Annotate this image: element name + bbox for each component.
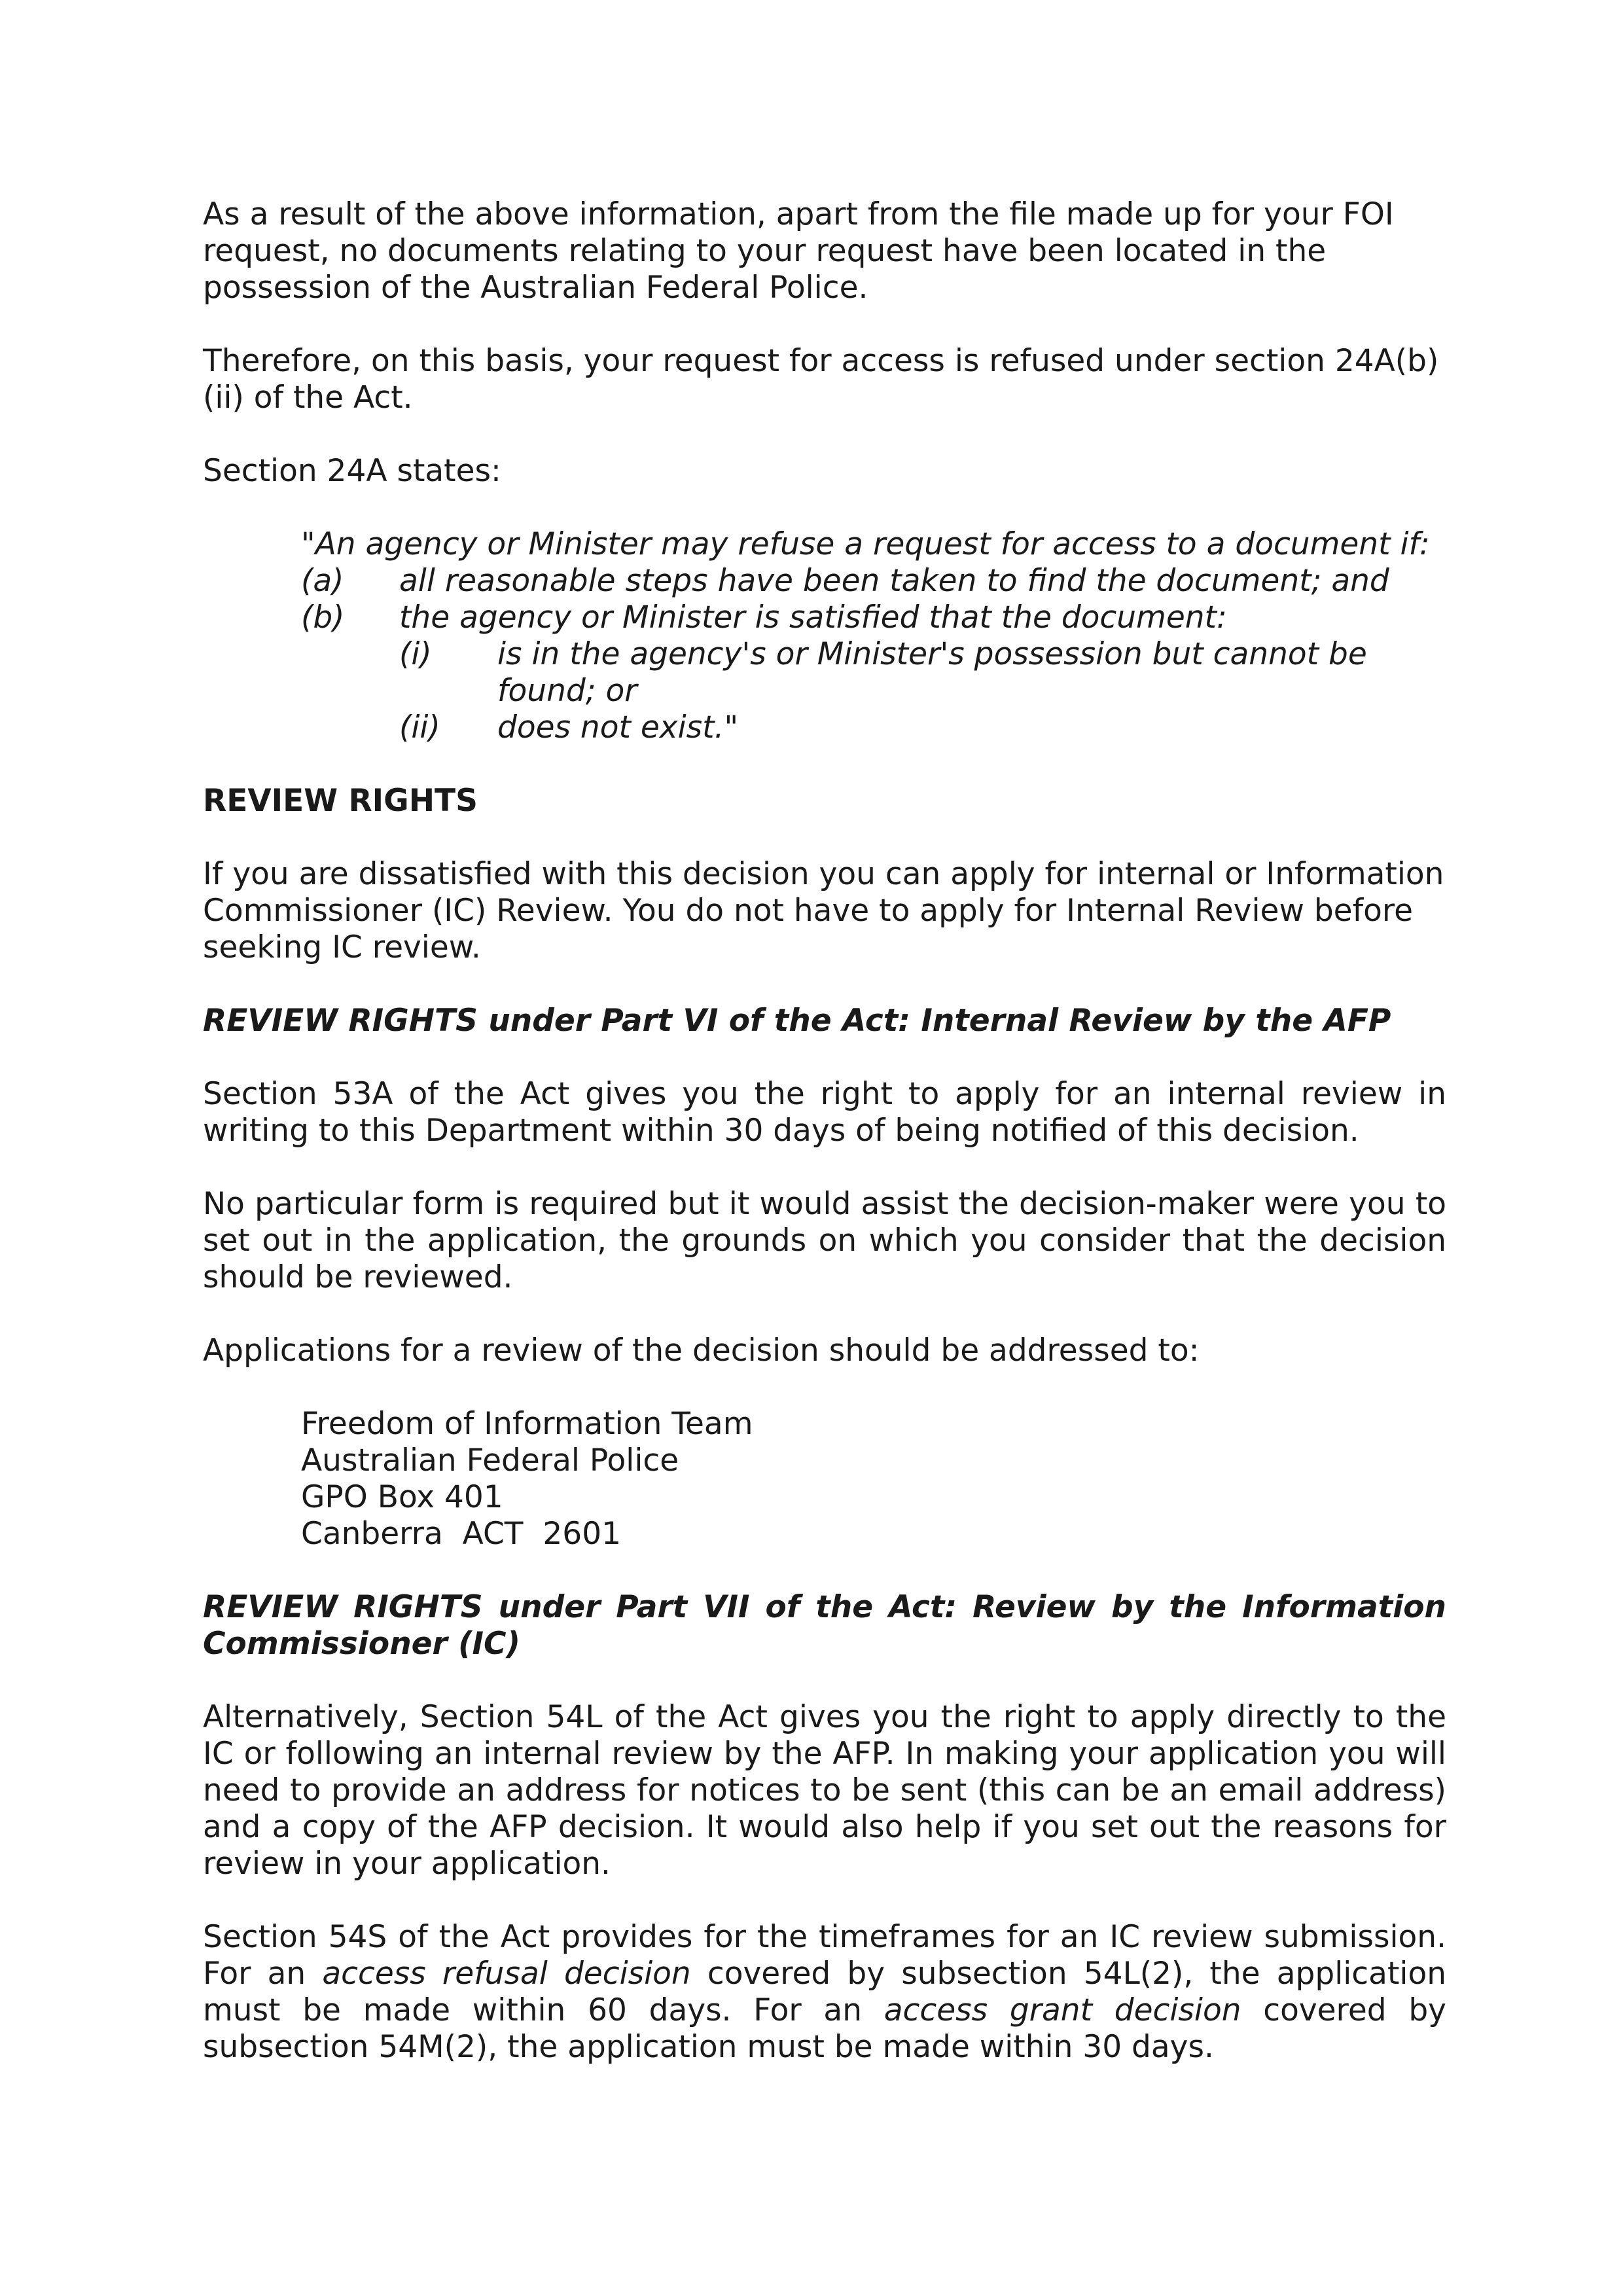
quote-item-a-text: all reasonable steps have been taken to find the document; and — [399, 563, 1389, 599]
quote-intro: "An agency or Minister may refuse a request for access to a document if: — [301, 526, 1430, 562]
paragraph-section-54s: Section 54S of the Act provides for the timeframes for an IC review submission. For an access refusal decision covered by subsection 54L(2), the application must be made within 60 days. For an access grant decision covered by subsection 54M(2), the application must be made within 30 days. — [203, 1919, 1446, 2065]
heading-part-vi-internal-review: REVIEW RIGHTS under Part VI of the Act: Internal Review by the AFP — [203, 1003, 1391, 1039]
paragraph-section-53a: Section 53A of the Act gives you the right to apply for an internal review in writing to this Department within 30 days of being notified of this decision. — [203, 1076, 1446, 1149]
paragraph-applications-addressed: Applications for a review of the decision should be addressed to: — [203, 1333, 1200, 1369]
quote-item-i-text: is in the agency's or Minister's possession but cannot be — [497, 636, 1367, 672]
quote-item-a — [301, 563, 1446, 600]
address-line-1: Freedom of Information Team — [301, 1406, 753, 1442]
quote-item-ii-text: does not exist." — [497, 709, 739, 745]
address-line-2: Australian Federal Police — [301, 1443, 679, 1479]
address-line-3: GPO Box 401 — [301, 1479, 503, 1515]
postal-address — [301, 1406, 1446, 1552]
paragraph-dissatisfied: If you are dissatisfied with this decision you can apply for internal or Information Commissioner (IC) Review. You do not have to apply for Internal Review before seeking IC review. — [203, 856, 1444, 965]
heading-review-rights: REVIEW RIGHTS — [203, 783, 478, 819]
paragraph-no-particular-form: No particular form is required but it would assist the decision-maker were you to set out in the application, the grounds on which you consider that the decision should be reviewed. — [203, 1186, 1446, 1295]
document-page — [203, 196, 1446, 2102]
quote-item-i-continued: found; or — [497, 673, 637, 709]
quote-item-i-label: (i) — [399, 636, 432, 672]
quote-item-i — [301, 636, 1446, 673]
access-refusal-decision-term: access refusal decision — [322, 1956, 691, 1992]
heading-part-vii-ic-review: REVIEW RIGHTS under Part VII of the Act: Review by the Information Commissioner (IC) — [203, 1589, 1446, 1662]
paragraph-section-54l: Alternatively, Section 54L of the Act gives you the right to apply directly to the IC or following an internal review by the AFP. In making your application you will need to provide an address for notices to be sent (this can be an email address) and a copy of the AFP decision. It would also help if you set out the reasons for review in your application. — [203, 1699, 1446, 1882]
quote-item-ii-label: (ii) — [399, 709, 440, 745]
address-line-4: Canberra ACT 2601 — [301, 1516, 622, 1552]
quote-item-b-text: the agency or Minister is satisfied that the document: — [399, 600, 1227, 636]
quote-item-a-label: (a) — [301, 563, 344, 599]
section-24a-quote — [301, 526, 1446, 746]
paragraph-section-24a-states: Section 24A states: — [203, 453, 501, 489]
quote-item-ii — [301, 709, 1446, 746]
paragraph-request-refused: Therefore, on this basis, your request for access is refused under section 24A(b)(ii) of the Act. — [203, 343, 1439, 416]
paragraph-no-documents: As a result of the above information, apart from the file made up for your FOI request, no documents relating to your request have been located in the possession of the Australian Federal Police. — [203, 196, 1394, 306]
access-grant-decision-term: access grant decision — [883, 1992, 1241, 2028]
quote-item-b-label: (b) — [301, 600, 345, 636]
quote-item-b — [301, 600, 1446, 636]
